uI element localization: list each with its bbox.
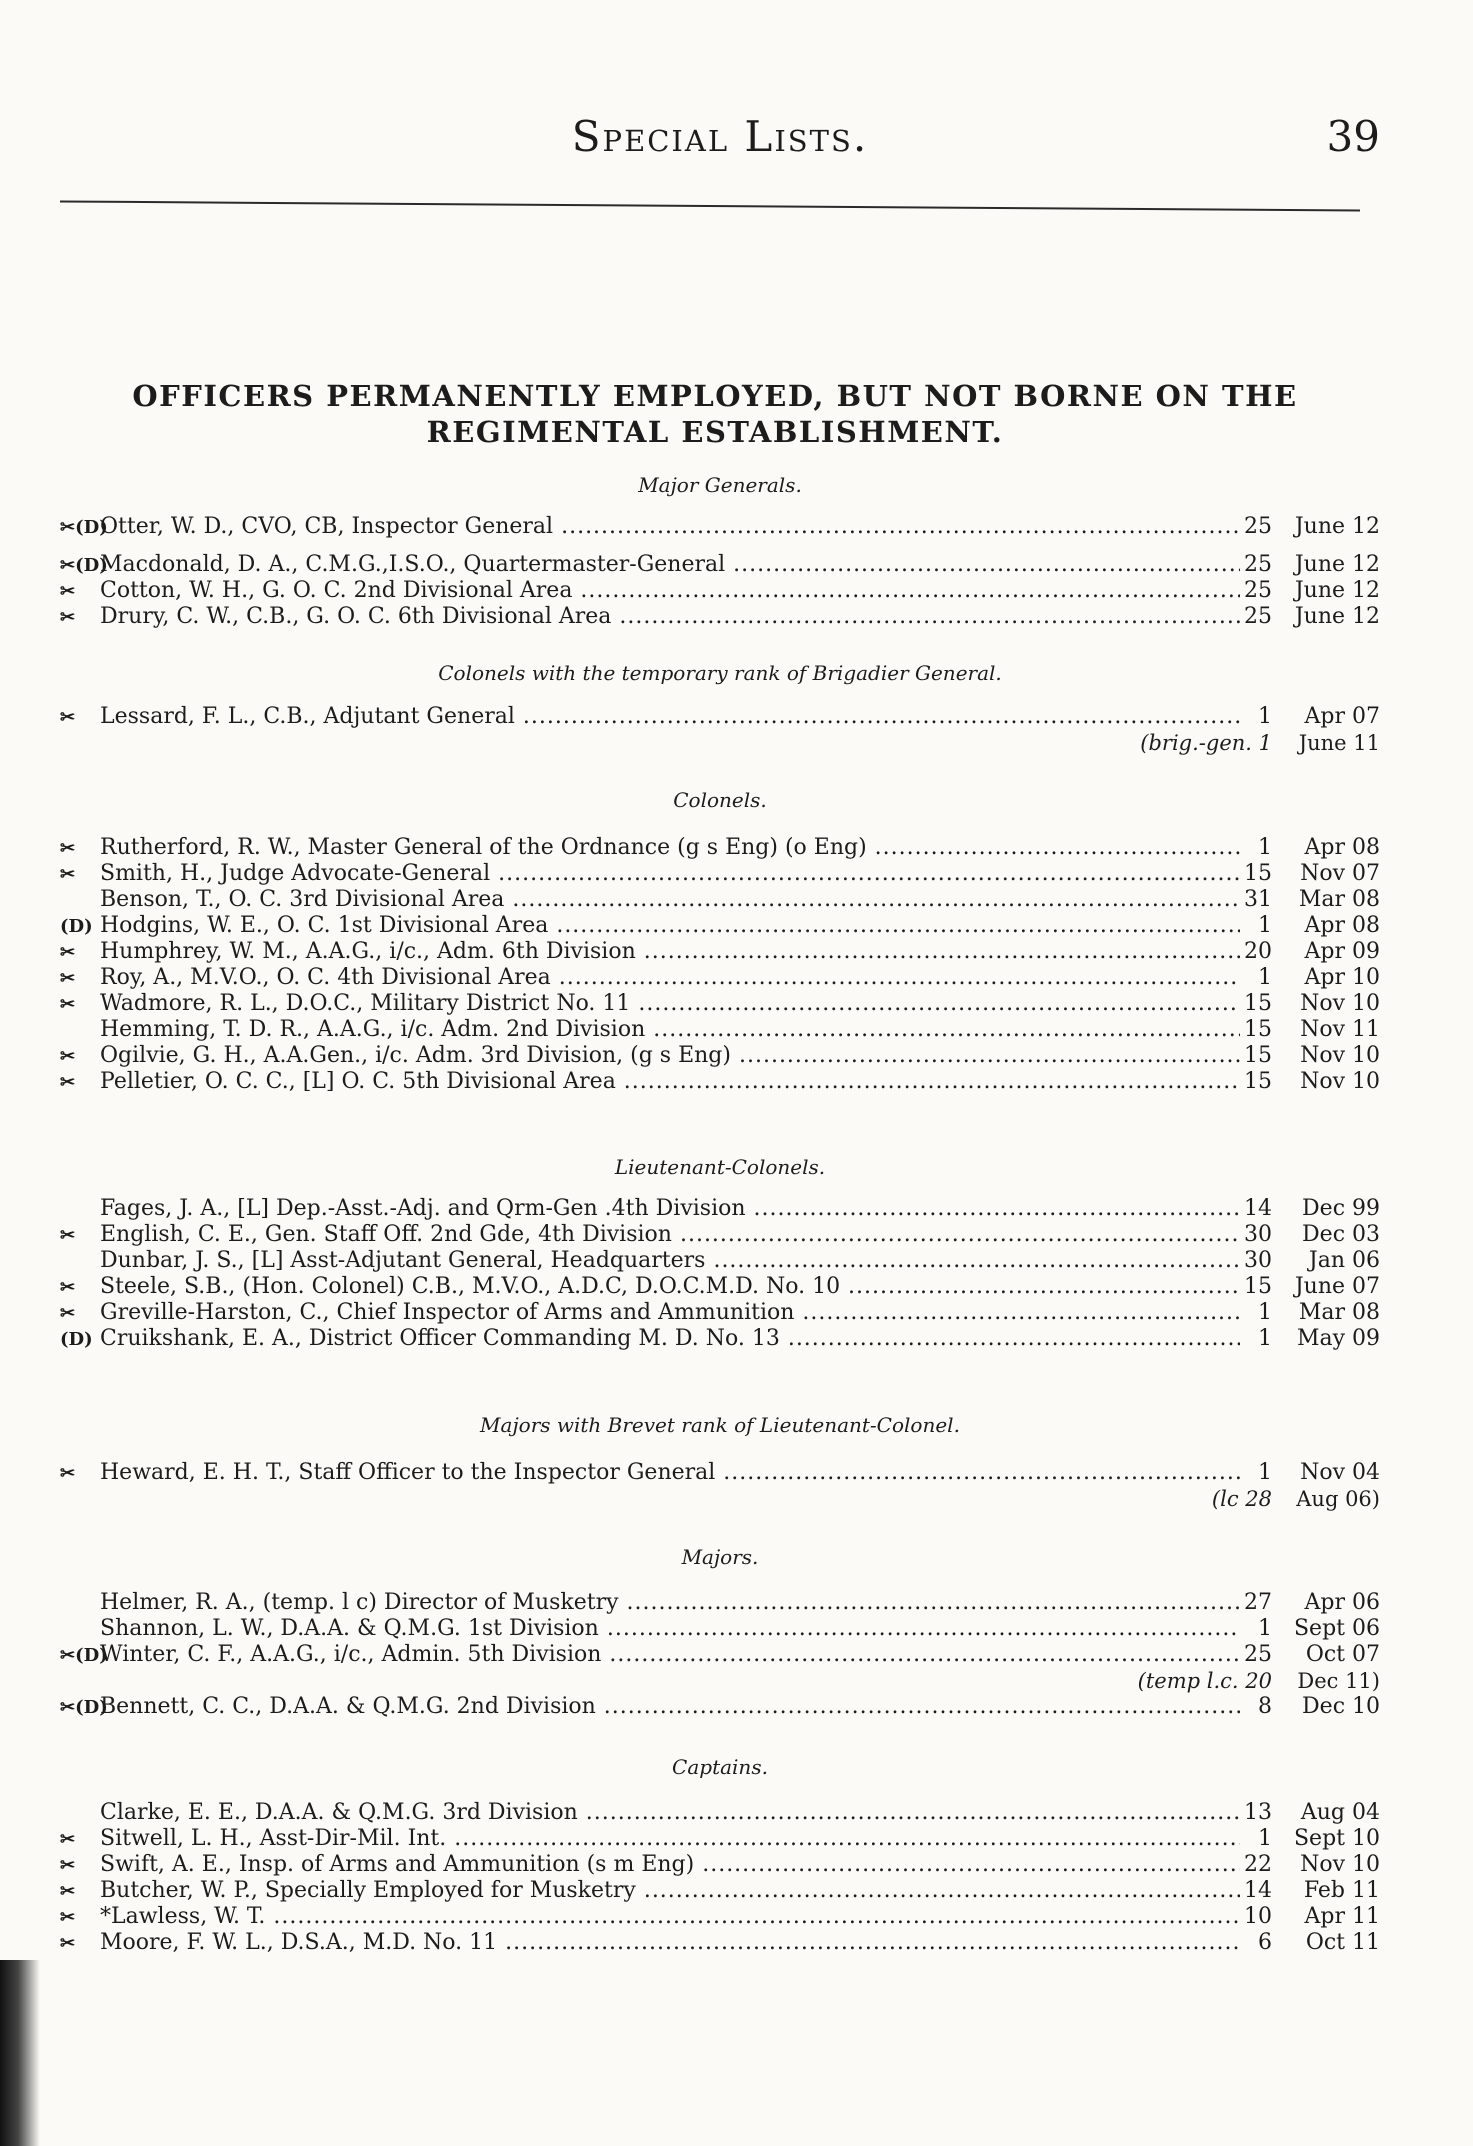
list-item xyxy=(60,1904,1380,1930)
section-heading: Lieutenant-Colonels. xyxy=(614,1155,826,1179)
marker: ✂(D) xyxy=(60,555,108,576)
entry-text: Lessard, F. L., C.B., Adjutant General ..... xyxy=(100,704,1240,730)
entry-number: 30 xyxy=(1244,1248,1272,1273)
list-item xyxy=(60,1800,1380,1826)
entry-text: Butcher, W. P., Specially Employed for Musketry ..... xyxy=(100,1878,1240,1904)
page-header xyxy=(60,112,1380,172)
entry-text: Roy, A., M.V.O., O. C. 4th Divisional Area ..... xyxy=(100,965,1240,991)
entry-date: June 07 xyxy=(1294,1274,1380,1299)
section-lieutenant-colonels xyxy=(60,1152,1380,1352)
entry-text: Otter, W. D., CVO, CB, Inspector General ..... xyxy=(100,514,1240,540)
entry-text: Helmer, R. A., (temp. l c) Director of Musketry ..... xyxy=(100,1590,1240,1616)
entry-date: Sept 10 xyxy=(1293,1826,1380,1851)
page-number: 39 xyxy=(1326,112,1380,161)
entry-text: Moore, F. W. L., D.S.A., M.D. No. 11 ..... xyxy=(100,1930,1240,1956)
list-item xyxy=(60,1274,1380,1300)
entry-text: Dunbar, J. S., [L] Asst-Adjutant General, Headquarters ..... xyxy=(100,1248,1240,1274)
entry-number: 25 xyxy=(1244,1642,1272,1667)
entry-date: Sept 06 xyxy=(1293,1616,1380,1641)
subnote-label: (temp l.c. 20 xyxy=(1137,1669,1272,1693)
entry-date: Apr 09 xyxy=(1304,939,1380,964)
entry-date: Nov 10 xyxy=(1300,1852,1380,1877)
marker: ✂ xyxy=(60,838,76,859)
entry-date: June 12 xyxy=(1294,604,1380,629)
marker: ✂ xyxy=(60,1277,76,1298)
entry-number: 6 xyxy=(1258,1930,1272,1955)
list-item xyxy=(60,887,1380,913)
entry-date: Apr 06 xyxy=(1304,1590,1380,1615)
entry-text: Steele, S.B., (Hon. Colonel) C.B., M.V.O., A.D.C, D.O.C.M.D. No. 10 ..... xyxy=(100,1274,1240,1300)
entry-date: June 12 xyxy=(1294,578,1380,603)
list-item xyxy=(60,835,1380,861)
entry-date: Dec 03 xyxy=(1302,1222,1380,1247)
marker: ✂ xyxy=(60,1225,76,1246)
section-heading: Colonels with the temporary rank of Brigadier General. xyxy=(438,661,1002,685)
title-line-2: REGIMENTAL ESTABLISHMENT. xyxy=(426,415,1004,449)
title-line-1: OFFICERS PERMANENTLY EMPLOYED, BUT NOT BORNE ON THE xyxy=(132,379,1298,413)
entry-text: Hemming, T. D. R., A.A.G., i/c. Adm. 2nd Division ..... xyxy=(100,1017,1240,1043)
entry-text: Clarke, E. E., D.A.A. & Q.M.G. 3rd Division ..... xyxy=(100,1800,1240,1826)
entry-date: Apr 10 xyxy=(1304,965,1380,990)
section-majors xyxy=(60,1542,1380,1720)
section-heading: Major Generals. xyxy=(638,473,802,497)
entry-date: Nov 04 xyxy=(1300,1460,1380,1485)
running-title: Special Lists. xyxy=(571,112,869,161)
section-temp-brigadier-general xyxy=(60,658,1380,756)
list-item xyxy=(60,1930,1380,1956)
entry-text: Cruikshank, E. A., District Officer Commanding M. D. No. 13 ..... xyxy=(100,1326,1240,1352)
entry-text: Sitwell, L. H., Asst-Dir-Mil. Int. ..... xyxy=(100,1826,1240,1852)
marker: ✂ xyxy=(60,864,76,885)
entry-number: 15 xyxy=(1244,1069,1272,1094)
list-item xyxy=(60,514,1380,540)
marker: ✂ xyxy=(60,1855,76,1876)
entry-number: 25 xyxy=(1244,552,1272,577)
entry-text: Hodgins, W. E., O. C. 1st Divisional Area ..... xyxy=(100,913,1240,939)
subnote-date: Aug 06) xyxy=(1296,1487,1380,1511)
entry-number: 15 xyxy=(1244,1043,1272,1068)
entry-number: 31 xyxy=(1244,887,1272,912)
marker: ✂ xyxy=(60,1907,76,1928)
entry-number: 1 xyxy=(1258,1300,1272,1325)
list-item xyxy=(60,1248,1380,1274)
entry-text: Bennett, C. C., D.A.A. & Q.M.G. 2nd Division ..... xyxy=(100,1694,1240,1720)
entry-date: Apr 07 xyxy=(1304,704,1380,729)
list-item xyxy=(60,965,1380,991)
entry-date: Dec 99 xyxy=(1302,1196,1380,1221)
entry-number: 1 xyxy=(1258,1460,1272,1485)
list-item xyxy=(60,1616,1380,1642)
marker: ✂(D) xyxy=(60,1645,108,1666)
marker: ✂(D) xyxy=(60,517,108,538)
entry-number: 15 xyxy=(1244,991,1272,1016)
marker: ✂ xyxy=(60,607,76,628)
entry-date: Aug 04 xyxy=(1300,1800,1380,1825)
entry-text: English, C. E., Gen. Staff Off. 2nd Gde, 4th Division ..... xyxy=(100,1222,1240,1248)
section-heading: Majors with Brevet rank of Lieutenant-Colonel. xyxy=(480,1413,960,1437)
entry-number: 14 xyxy=(1244,1196,1272,1221)
marker: ✂ xyxy=(60,1303,76,1324)
section-colonels xyxy=(60,785,1380,1095)
marker: ✂ xyxy=(60,707,76,728)
list-item xyxy=(60,1043,1380,1069)
entry-date: Oct 07 xyxy=(1305,1642,1380,1667)
entry-date: Mar 08 xyxy=(1298,887,1380,912)
list-item xyxy=(60,1300,1380,1326)
entry-text: Shannon, L. W., D.A.A. & Q.M.G. 1st Division ..... xyxy=(100,1616,1240,1642)
entry-number: 27 xyxy=(1244,1590,1272,1615)
entry-number: 1 xyxy=(1258,1826,1272,1851)
list-item xyxy=(60,861,1380,887)
list-item xyxy=(60,1852,1380,1878)
entry-number: 1 xyxy=(1258,913,1272,938)
list-item xyxy=(60,1642,1380,1668)
entry-text: Smith, H., Judge Advocate-General ..... xyxy=(100,861,1240,887)
entry-number: 15 xyxy=(1244,1017,1272,1042)
section-heading: Colonels. xyxy=(673,788,767,812)
entry-text: *Lawless, W. T. ..... xyxy=(100,1904,1240,1930)
list-item xyxy=(60,1460,1380,1486)
entry-date: Apr 08 xyxy=(1304,913,1380,938)
entry-text: Drury, C. W., C.B., G. O. C. 6th Divisional Area ..... xyxy=(100,604,1240,630)
section-heading: Majors. xyxy=(681,1545,759,1569)
entry-text: Winter, C. F., A.A.G., i/c., Admin. 5th Division ..... xyxy=(100,1642,1240,1668)
list-item xyxy=(60,578,1380,604)
marker: ✂ xyxy=(60,1881,76,1902)
entry-number: 1 xyxy=(1258,1616,1272,1641)
subnote-date: Dec 11) xyxy=(1297,1669,1380,1693)
entry-number: 25 xyxy=(1244,604,1272,629)
entry-date: Oct 11 xyxy=(1305,1930,1380,1955)
entry-text: Greville-Harston, C., Chief Inspector of Arms and Ammunition ..... xyxy=(100,1300,1240,1326)
list-item xyxy=(60,1878,1380,1904)
list-item xyxy=(60,939,1380,965)
entry-text: Cotton, W. H., G. O. C. 2nd Divisional Area ..... xyxy=(100,578,1240,604)
list-item xyxy=(60,1590,1380,1616)
page-title xyxy=(70,378,1360,450)
entry-text: Fages, J. A., [L] Dep.-Asst.-Adj. and Qrm-Gen .4th Division ..... xyxy=(100,1196,1240,1222)
entry-date: Mar 08 xyxy=(1298,1300,1380,1325)
marker: ✂ xyxy=(60,1933,76,1954)
marker: ✂(D) xyxy=(60,1697,108,1718)
entry-number: 25 xyxy=(1244,514,1272,539)
entry-date: June 12 xyxy=(1294,514,1380,539)
header-rule xyxy=(60,200,1360,211)
list-item xyxy=(60,1326,1380,1352)
entry-number: 1 xyxy=(1258,835,1272,860)
marker: (D) xyxy=(60,1329,93,1350)
page-spine-shadow xyxy=(0,1960,40,2146)
entry-date: Nov 11 xyxy=(1300,1017,1380,1042)
subnote-label: (brig.-gen. 1 xyxy=(1140,731,1272,755)
entry-number: 15 xyxy=(1244,1274,1272,1299)
list-item xyxy=(60,991,1380,1017)
entry-text: Heward, E. H. T., Staff Officer to the Inspector General ..... xyxy=(100,1460,1240,1486)
entry-text: Swift, A. E., Insp. of Arms and Ammunition (s m Eng) ..... xyxy=(100,1852,1240,1878)
subnote xyxy=(60,1486,1380,1512)
entry-date: June 12 xyxy=(1294,552,1380,577)
entry-date: Nov 07 xyxy=(1300,861,1380,886)
list-item xyxy=(60,1017,1380,1043)
entry-date: Apr 08 xyxy=(1304,835,1380,860)
entry-date: May 09 xyxy=(1296,1326,1380,1351)
entry-text: Rutherford, R. W., Master General of the Ordnance (g s Eng) (o Eng) ..... xyxy=(100,835,1240,861)
list-item xyxy=(60,913,1380,939)
subnote-date: June 11 xyxy=(1298,731,1380,755)
entry-date: Apr 11 xyxy=(1304,1904,1380,1929)
subnote xyxy=(60,1668,1380,1694)
entry-number: 1 xyxy=(1258,965,1272,990)
list-item xyxy=(60,1222,1380,1248)
list-item xyxy=(60,1694,1380,1720)
entry-number: 8 xyxy=(1258,1694,1272,1719)
entry-number: 1 xyxy=(1258,704,1272,729)
entry-number: 22 xyxy=(1244,1852,1272,1877)
entry-date: Dec 10 xyxy=(1302,1694,1380,1719)
section-heading: Captains. xyxy=(672,1755,768,1779)
marker: ✂ xyxy=(60,1829,76,1850)
marker: ✂ xyxy=(60,1463,76,1484)
marker: (D) xyxy=(60,916,93,937)
entry-number: 15 xyxy=(1244,861,1272,886)
marker: ✂ xyxy=(60,968,76,989)
entry-number: 25 xyxy=(1244,578,1272,603)
section-major-generals xyxy=(60,470,1380,630)
entry-text: Macdonald, D. A., C.M.G.,I.S.O., Quartermaster-General ..... xyxy=(100,552,1240,578)
marker: ✂ xyxy=(60,581,76,602)
entry-number: 13 xyxy=(1244,1800,1272,1825)
entry-date: Nov 10 xyxy=(1300,1043,1380,1068)
entry-date: Nov 10 xyxy=(1300,991,1380,1016)
entry-text: Pelletier, O. C. C., [L] O. C. 5th Divisional Area ..... xyxy=(100,1069,1240,1095)
entry-number: 1 xyxy=(1258,1326,1272,1351)
marker: ✂ xyxy=(60,1046,76,1067)
entry-date: Jan 06 xyxy=(1308,1248,1380,1273)
list-item xyxy=(60,552,1380,578)
subnote-label: (lc 28 xyxy=(1211,1487,1272,1511)
list-item xyxy=(60,1826,1380,1852)
entry-text: Wadmore, R. L., D.O.C., Military District No. 11 ..... xyxy=(100,991,1240,1017)
list-item xyxy=(60,604,1380,630)
entry-number: 14 xyxy=(1244,1878,1272,1903)
entry-text: Benson, T., O. C. 3rd Divisional Area ..... xyxy=(100,887,1240,913)
marker: ✂ xyxy=(60,1072,76,1093)
entry-number: 30 xyxy=(1244,1222,1272,1247)
section-majors-brevet xyxy=(60,1410,1380,1512)
entry-date: Feb 11 xyxy=(1303,1878,1380,1903)
list-item xyxy=(60,1196,1380,1222)
section-captains xyxy=(60,1752,1380,1956)
entry-text: Humphrey, W. M., A.A.G., i/c., Adm. 6th Division ..... xyxy=(100,939,1240,965)
entry-date: Nov 10 xyxy=(1300,1069,1380,1094)
entry-number: 20 xyxy=(1244,939,1272,964)
entry-text: Ogilvie, G. H., A.A.Gen., i/c. Adm. 3rd Division, (g s Eng) ..... xyxy=(100,1043,1240,1069)
entry-number: 10 xyxy=(1244,1904,1272,1929)
subnote xyxy=(60,730,1380,756)
marker: ✂ xyxy=(60,942,76,963)
marker: ✂ xyxy=(60,994,76,1015)
list-item xyxy=(60,704,1380,730)
list-item xyxy=(60,1069,1380,1095)
